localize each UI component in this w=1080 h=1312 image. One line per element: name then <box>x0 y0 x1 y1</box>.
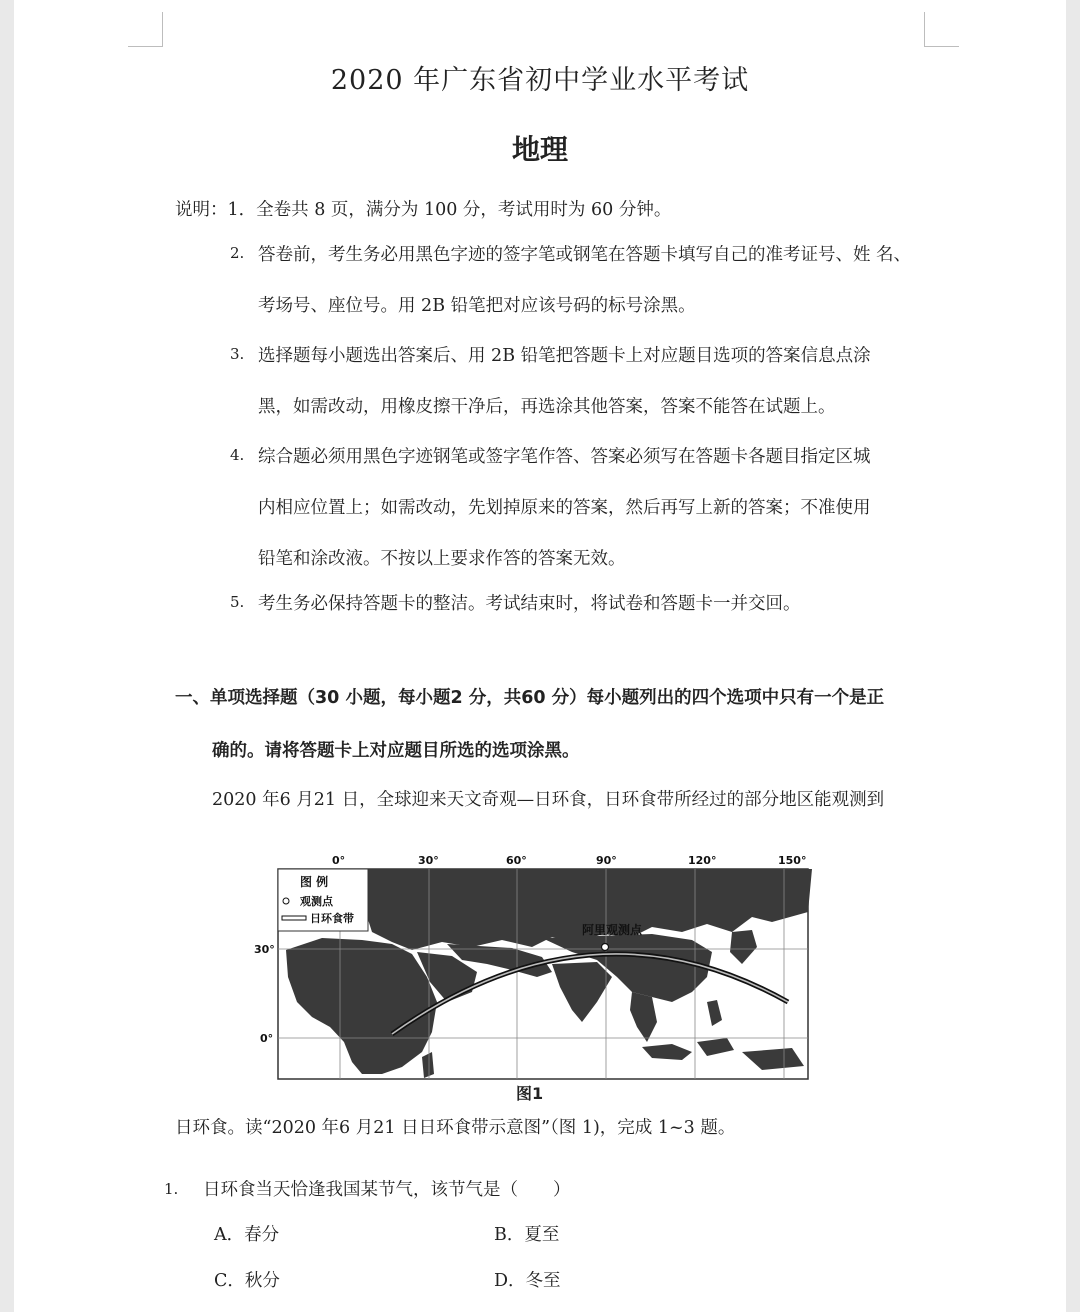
instruction-2-line-1: 答卷前，考生务必用黑色字迹的签字笔或钢笔在答题卡填写自己的准考证号、姓 名、 <box>258 245 912 265</box>
legend-band-icon <box>282 916 306 920</box>
legend-point-label: 观测点 <box>300 895 333 908</box>
option-c: C．秋分 <box>214 1271 280 1291</box>
figure-caption: 图1 <box>516 1084 544 1103</box>
section-heading-line-2: 确的。请将答题卡上对应题目所选的选项涂黑。 <box>212 741 580 761</box>
legend-band-label: 日环食带 <box>310 912 354 925</box>
observation-point <box>602 944 609 951</box>
question-1-stem: 日环食当天恰逢我国某节气，该节气是（ ） <box>203 1180 571 1200</box>
instruction-num-4: 4. <box>230 446 245 464</box>
question-1-number: 1. <box>164 1180 179 1198</box>
instruction-num-5: 5. <box>230 593 245 611</box>
exam-title: 2020 年广东省初中学业水平考试 <box>330 65 750 96</box>
section-heading-line-1: 一、单项选择题（30 小题，每小题2 分，共60 分）每小题列出的四个选项中只有一个是正 <box>175 688 885 708</box>
legend-title: 图 例 <box>300 875 329 889</box>
crop-mark-left <box>128 12 163 47</box>
subject-title: 地理 <box>511 133 568 166</box>
lon-label-0: 0° <box>332 854 346 867</box>
legend-point-icon <box>283 898 289 904</box>
observation-point-label: 阿里观测点 <box>582 923 643 937</box>
option-d: D．冬至 <box>494 1271 561 1291</box>
instruction-4-line-2: 内相应位置上；如需改动，先划掉原来的答案，然后再写上新的答案；不准使用 <box>258 498 871 518</box>
lat-label-0: 0° <box>260 1032 274 1045</box>
instruction-3-line-1: 选择题每小题选出答案后、用 2B 铅笔把答题卡上对应题目选项的答案信息点涂 <box>258 346 871 366</box>
passage-line-2: 日环食。读“2020 年6 月21 日日环食带示意图”（图 1)，完成 1~3 题。 <box>175 1118 736 1138</box>
instruction-num-2: 2. <box>230 244 245 262</box>
lon-label-120: 120° <box>688 854 717 867</box>
instruction-4-line-3: 铅笔和涂改液。不按以上要求作答的答案无效。 <box>258 549 626 569</box>
lat-label-30: 30° <box>254 943 275 956</box>
option-a: A．春分 <box>214 1225 280 1245</box>
lon-label-150: 150° <box>778 854 807 867</box>
instruction-1: 说明：1．全卷共 8 页，满分为 100 分，考试用时为 60 分钟。 <box>175 200 672 220</box>
lon-label-90: 90° <box>596 854 617 867</box>
passage-line-1: 2020 年6 月21 日，全球迎来天文奇观—日环食，日环食带所经过的部分地区能观测到 <box>212 790 885 810</box>
instruction-2-line-2: 考场号、座位号。用 2B 铅笔把对应该号码的标号涂黑。 <box>258 296 696 316</box>
instruction-4-line-1: 综合题必须用黑色字迹钢笔或签字笔作答、答案必须写在答题卡各题目指定区城 <box>258 447 871 467</box>
instruction-3-line-2: 黑，如需改动，用橡皮擦干净后，再选涂其他答案，答案不能答在试题上。 <box>258 397 836 417</box>
crop-mark-right <box>924 12 959 47</box>
eclipse-map <box>252 852 812 1104</box>
instruction-num-3: 3. <box>230 345 245 363</box>
option-b: B．夏至 <box>494 1225 560 1245</box>
lon-label-60: 60° <box>506 854 527 867</box>
eclipse-map-figure <box>252 852 812 1104</box>
instruction-5-line-1: 考生务必保持答题卡的整洁。考试结束时，将试卷和答题卡一并交回。 <box>258 594 801 614</box>
lon-label-30: 30° <box>418 854 439 867</box>
